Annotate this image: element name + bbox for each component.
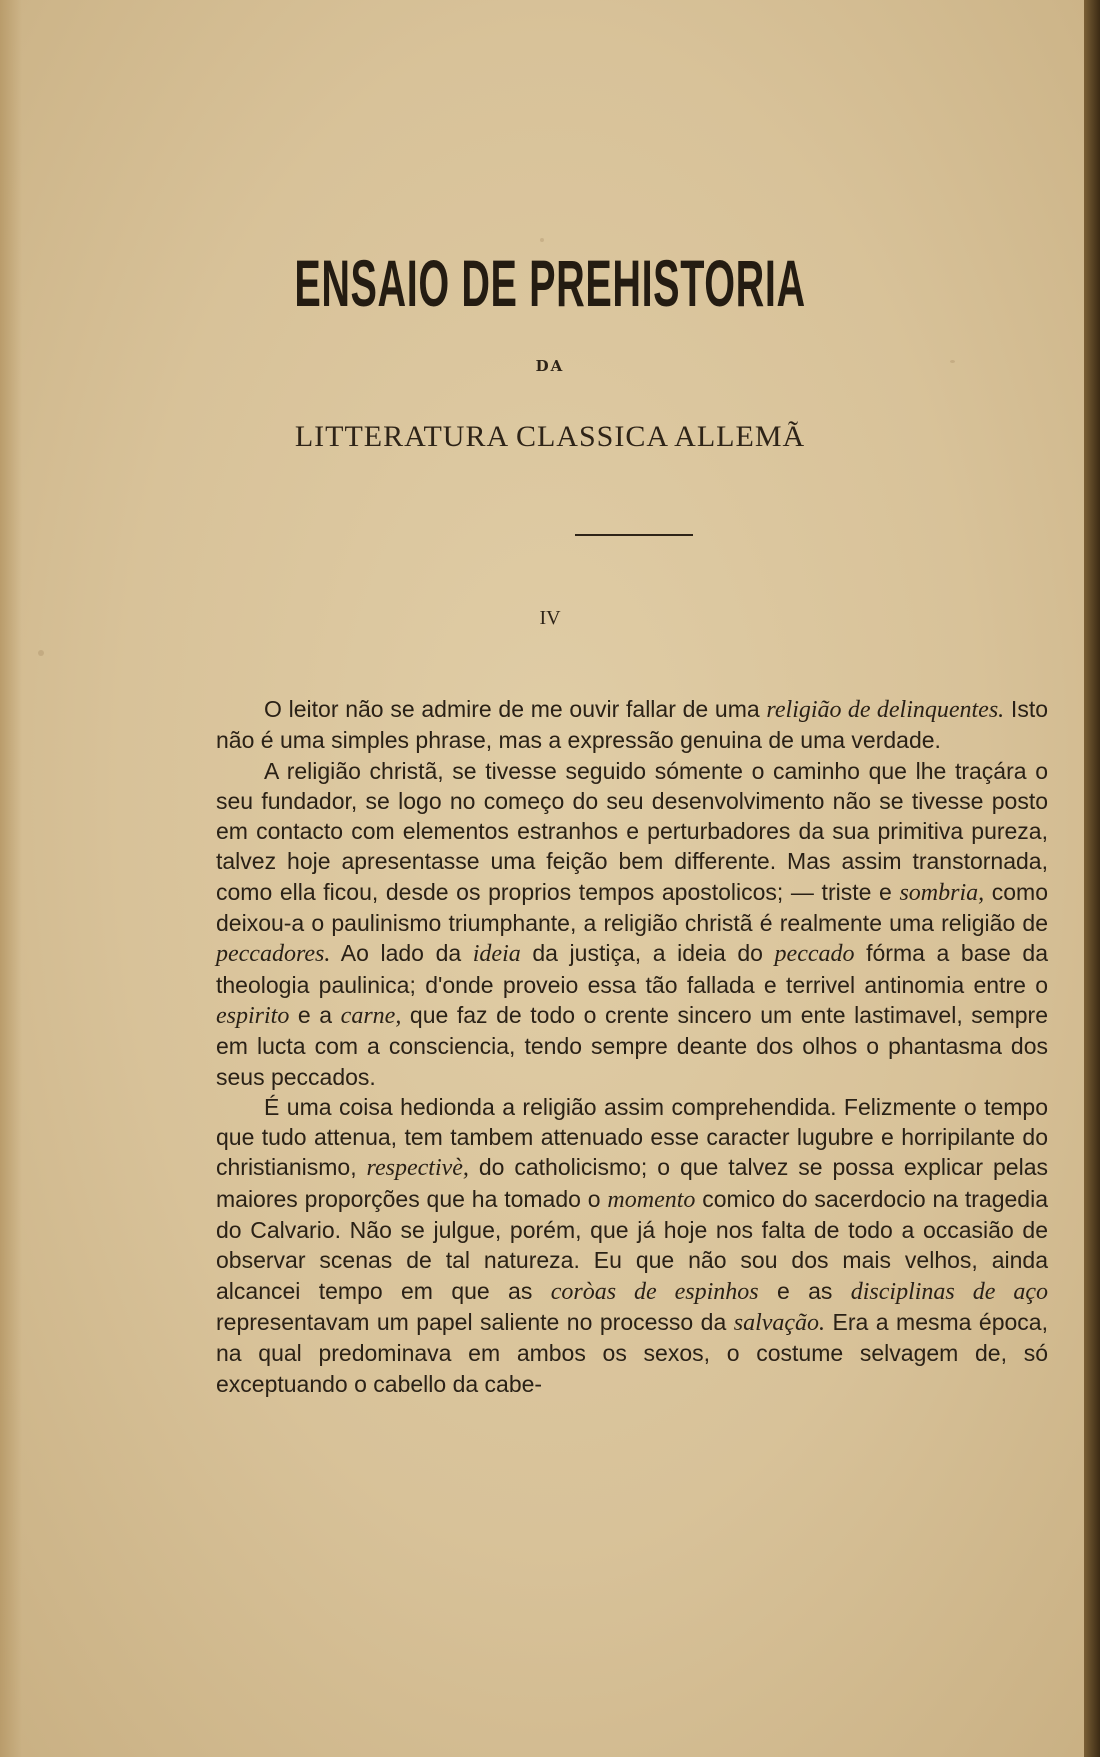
text-run: como deixou-a o paulinismo triumphante, a religião christã é realmente uma religião de — [216, 878, 1049, 937]
text-run: fórma a base da theologia paulinica; d'onde proveio essa tão fallada e terrivel antinomia entre o — [216, 940, 1048, 998]
page-right-edge — [1084, 0, 1100, 1757]
body-paragraph — [216, 694, 1048, 756]
italic-phrase: salvação. — [733, 1309, 826, 1336]
text-run: Isto não é uma simples phrase, mas a expressão genuina de uma verdade. — [216, 696, 1048, 754]
title-connector: DA — [535, 357, 565, 375]
text-run: da justiça, a ideia do — [520, 940, 775, 967]
text-run: e as — [758, 1277, 851, 1304]
paper-speck — [540, 238, 544, 242]
body-paragraph — [216, 1092, 1048, 1399]
italic-phrase: momento — [607, 1186, 696, 1213]
text-run: A religião christã, se tivesse seguido sómente o caminho que lhe traçára o seu fundador, se logo no começo do seu desenvolvimento não se tivesse posto em contacto com elementos estranhos e perturbadores da sua primitiva pureza, talvez hoje apresentasse uma feição bem differente. Mas assim transtornada, como ella ficou, desde os proprios tempos apostolicos; — triste e — [216, 757, 1048, 905]
text-run: e a — [289, 1001, 341, 1028]
paper-speck — [38, 650, 44, 656]
article-subtitle: LITTERATURA CLASSICA ALLEMÃ — [294, 420, 806, 453]
text-run: Era a mesma época, na qual predominava em ambos os sexos, o costume selvagem de, só exceptuando o cabello da cabe- — [216, 1308, 1048, 1397]
italic-phrase: espirito — [216, 1002, 290, 1029]
italic-phrase: religião de delinquentes. — [766, 697, 1005, 723]
text-run: Ao lado da — [330, 940, 473, 967]
article-title: ENSAIO DE PREHISTORIA — [294, 246, 806, 320]
italic-phrase: disciplinas de aço — [850, 1278, 1048, 1305]
body-paragraph — [216, 756, 1048, 1092]
text-run: do catholicismo; o que talvez se possa explicar pelas maiores proporções que ha tomado o — [216, 1154, 1048, 1212]
italic-phrase: carne, — [340, 1002, 402, 1029]
article-body — [216, 694, 1048, 1399]
italic-phrase: peccado — [774, 941, 855, 968]
italic-phrase: peccadores. — [216, 941, 331, 968]
italic-phrase: respectivè, — [366, 1155, 469, 1182]
section-divider — [575, 534, 693, 536]
text-run: representavam um papel saliente no processo da — [216, 1308, 734, 1335]
italic-phrase: sombria, — [899, 879, 985, 906]
section-number: IV — [539, 607, 561, 629]
text-run: O leitor não se admire de me ouvir fallar de uma — [264, 696, 767, 722]
italic-phrase: coròas de espinhos — [550, 1278, 759, 1305]
text-run: É uma coisa hedionda a religião assim comprehendida. Felizmente o tempo que tudo attenua, tem tambem attenuado esse caracter lugubre e horripilante do christianismo, — [216, 1093, 1048, 1181]
page-left-edge — [0, 0, 22, 1757]
italic-phrase: ideia — [472, 941, 521, 968]
text-run: que faz de todo o crente sincero um ente lastimavel, sempre em lucta com a consciencia, tendo sempre deante dos olhos o phantasma dos seus peccados. — [216, 1001, 1048, 1090]
text-run: comico do sacerdocio na tragedia do Calvario. Não se julgue, porém, que já hoje nos falta de todo a occasião de observar scenas de tal natureza. Eu que não sou dos mais velhos, ainda alcancei tempo em que as — [216, 1185, 1048, 1304]
